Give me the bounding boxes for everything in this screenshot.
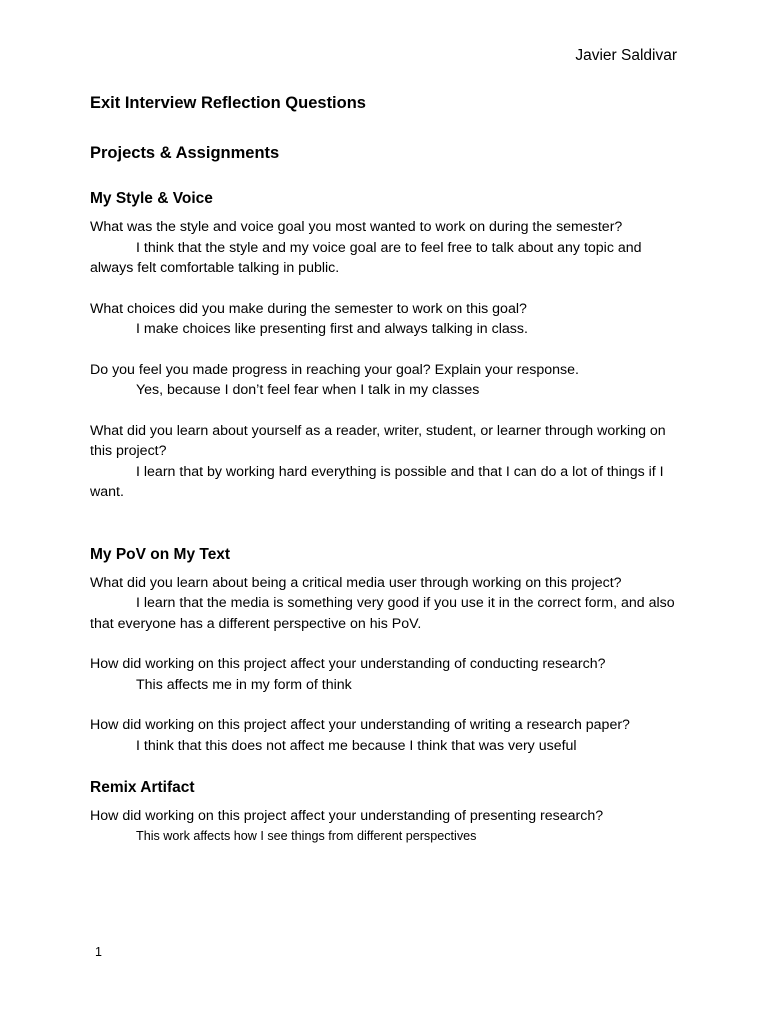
answer-text: This work affects how I see things from different perspectives [136,828,477,843]
question-text: Do you feel you made progress in reaching your goal? Explain your response. [90,361,579,378]
qa-item [90,421,684,503]
document-title: Exit Interview Reflection Questions [90,94,366,112]
answer-text: I think that this does not affect me because I think that was very useful [136,737,577,754]
document-body [90,92,684,846]
question-text: How did working on this project affect your understanding of conducting research? [90,656,606,672]
question-text: What choices did you make during the semester to work on this goal? [90,300,527,317]
page-number: 1 [95,945,102,959]
question-text: What was the style and voice goal you most wanted to work on during the semester? [90,219,623,235]
qa-item [90,573,684,635]
qa-item [90,715,684,756]
section-remix-artifact [90,778,684,846]
section-heading: My Style & Voice [90,190,213,207]
section-pov [90,545,684,757]
section-heading: My PoV on My Text [90,545,231,563]
question-text: What did you learn about yourself as a reader, writer, student, or learner through working on this project? [90,422,666,459]
author-name: Javier Saldivar [575,47,677,64]
question-text: What did you learn about being a critical media user through working on this project? [90,574,622,591]
section-heading: Remix Artifact [90,779,195,796]
answer-text: This affects me in my form of think [136,676,352,693]
question-text: How did working on this project affect your understanding of presenting research? [90,808,604,824]
qa-item [90,360,684,401]
qa-item [90,654,684,695]
qa-item [90,217,684,279]
section-style-voice [90,189,684,503]
answer-text: I make choices like presenting first and always talking in class. [136,321,528,337]
qa-item [90,299,684,340]
answer-text: Yes, because I don’t feel fear when I talk in my classes [136,382,480,398]
answer-text: I learn that by working hard everything is possible and that I can do a lot of things if I want. [90,463,664,500]
answer-text: I learn that the media is something very good if you use it in the correct form, and also that everyone has a different perspective on his PoV. [90,595,675,632]
document-subtitle: Projects & Assignments [90,144,280,162]
qa-item [90,806,684,846]
question-text: How did working on this project affect your understanding of writing a research paper? [90,717,630,733]
answer-text: I think that the style and my voice goal are to feel free to talk about any topic and always felt comfortable talking in public. [90,239,642,276]
